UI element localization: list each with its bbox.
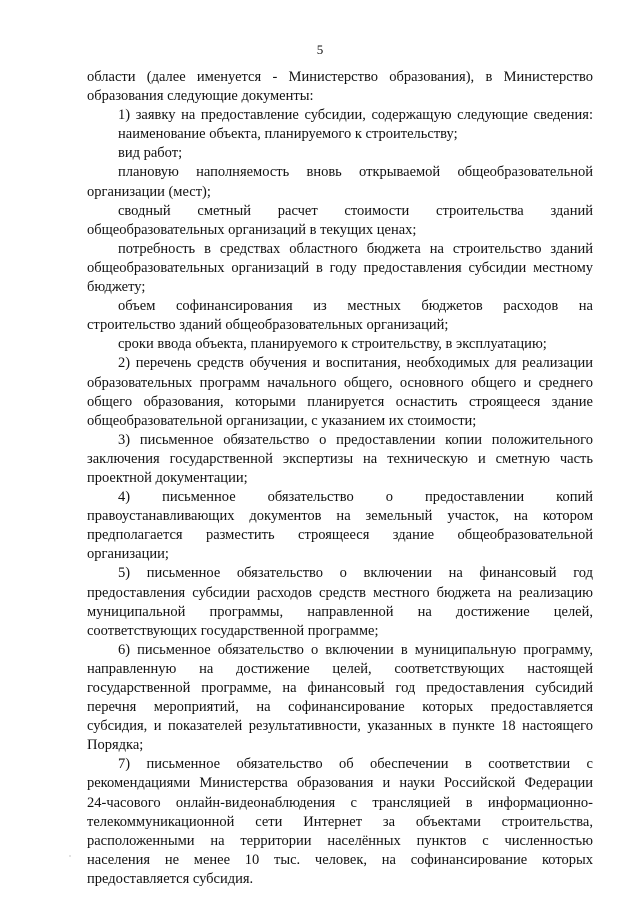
text-line: 7) письменное обязательство об обеспечении в соответствии с [118, 756, 593, 773]
text-line: бюджету; [87, 279, 146, 296]
text-line: заключения государственной экспертизы на техническую и сметную часть [87, 450, 593, 467]
text-line: рекомендациями Министерства образования и науки Российской Федерации [87, 775, 593, 792]
text-line: 24-часового онлайн-видеонаблюдения с трансляцией в информационно- [87, 794, 593, 811]
text-line: организации; [87, 546, 169, 563]
text-line: сроки ввода объекта, планируемого к строительству, в эксплуатацию; [118, 336, 547, 353]
text-line: наименование объекта, планируемого к строительству; [118, 126, 458, 143]
text-line: 3) письменное обязательство о предоставлении копии положительного [118, 431, 593, 448]
text-line: 2) перечень средств обучения и воспитания, необходимых для реализации [118, 355, 593, 372]
text-line: вид работ; [118, 145, 183, 162]
text-line: направленную на достижение целей, соответствующих настоящей [87, 660, 593, 677]
text-line: общеобразовательной организации, с указанием их стоимости; [87, 412, 477, 429]
text-line: сводный сметный расчет стоимости строительства зданий [118, 202, 593, 219]
text-line: Порядка; [87, 737, 144, 754]
text-line: государственной программе, на финансовый год предоставления субсидий [87, 680, 593, 696]
scan-speck [69, 855, 71, 857]
text-line: 5) письменное обязательство о включении на финансовый год [118, 565, 593, 582]
text-line: области (далее именуется - Министерство образования), в Министерство [87, 69, 593, 85]
text-line: плановую наполняемость вновь открываемой общеобразовательной [118, 164, 593, 181]
text-line: строительство зданий общеобразовательных организаций; [87, 317, 449, 334]
text-line: перечня мероприятий, на софинансирование которых предоставляется [87, 699, 593, 716]
text-line: 1) заявку на предоставление субсидии, содержащую следующие сведения: [118, 107, 593, 124]
text-line: организации (мест); [87, 183, 211, 200]
text-line: субсидия, и показателей результативности, указанных в пункте 18 настоящего [87, 718, 593, 735]
text-line: 6) письменное обязательство о включении в муниципальную программу, [118, 641, 593, 658]
text-line: соответствующих государственной программе; [87, 622, 379, 639]
text-line: объем софинансирования из местных бюджетов расходов на [118, 298, 593, 315]
text-line: общеобразовательных организаций в текущих ценах; [87, 221, 417, 238]
text-line: образовательных программ начального общего, основного общего и среднего [87, 374, 593, 391]
text-line: населения не менее 10 тыс. человек, на софинансирование которых [87, 851, 593, 868]
text-line: расположенными на территории населённых пунктов с численностью [87, 832, 593, 849]
text-line: правоустанавливающих документов на земельный участок, на котором [87, 508, 593, 525]
text-line: предполагается разместить строящееся здание общеобразовательной [87, 527, 593, 544]
page-number: 5 [316, 42, 324, 57]
text-line: муниципальной программы, направленной на достижение целей, [87, 603, 593, 620]
text-line: предоставляется субсидия. [87, 870, 254, 887]
text-line: образования следующие документы: [87, 88, 314, 105]
text-line: проектной документации; [87, 469, 248, 486]
document-body [87, 68, 593, 889]
text-line: предоставления субсидии расходов средств местного бюджета на реализацию [87, 584, 593, 601]
text-line: общего образования, которыми планируется оснастить строящееся здание [87, 393, 593, 410]
text-line: телекоммуникационной сети Интернет за объектами строительства, [87, 813, 593, 830]
text-line: общеобразовательных организаций в году предоставления субсидии местному [87, 259, 593, 276]
text-line: 4) письменное обязательство о предоставлении копий [118, 489, 593, 506]
text-line: потребность в средствах областного бюджета на строительство зданий [118, 240, 593, 257]
